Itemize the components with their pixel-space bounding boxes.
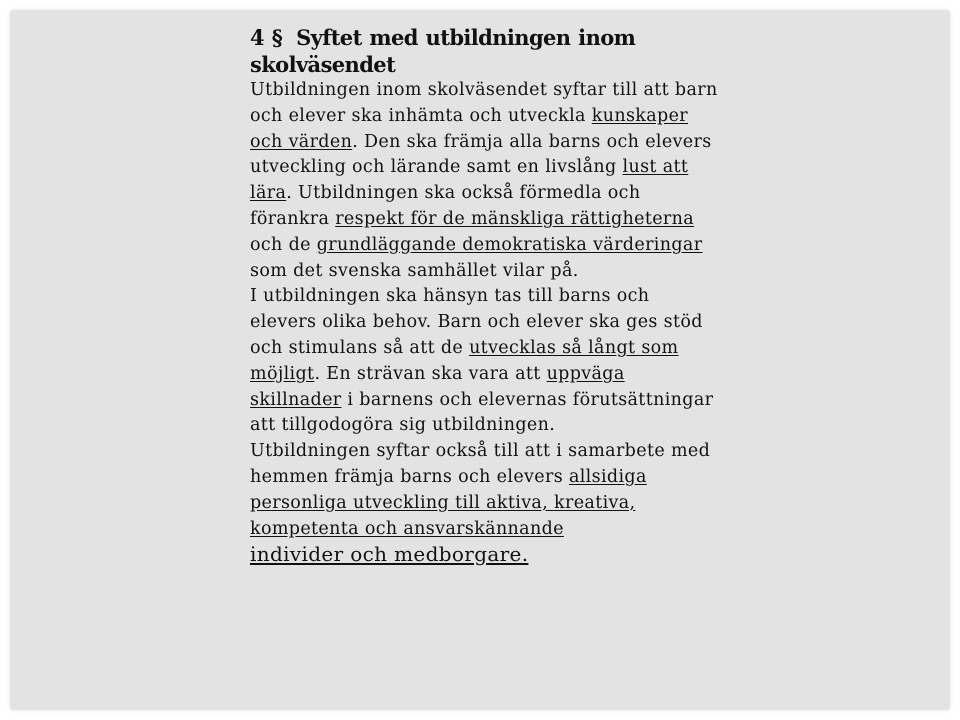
text-segment: Utbildningen inom skolväsendet syftar till att barn och elever ska inhämta och utveckla: [250, 80, 718, 126]
paragraph-needs: [250, 284, 720, 439]
paragraph-cooperation: [250, 439, 720, 570]
section-heading: [250, 24, 720, 78]
text-segment: I utbildningen ska hänsyn tas till barns och elevers olika behov. Barn och elever ska ges stöd och stimulans så att de: [250, 286, 703, 358]
text-segment: som det svenska samhället vilar på.: [250, 260, 579, 281]
section-title: Syftet med utbildningen inom skolväsendet: [250, 25, 636, 77]
text-segment: . Utbildningen ska också förmedla och förankra: [250, 183, 641, 229]
underlined-term-final: individer och medborgare.: [250, 542, 529, 567]
underlined-term: allsidiga personliga utveckling till aktiva, kreativa, kompetenta och ansvarskännande: [250, 466, 647, 539]
paragraph-purpose: [250, 78, 720, 284]
text-segment: i barnens och elevernas förutsättningar att tillgodogöra sig utbildningen.: [250, 389, 714, 436]
slide-content: [250, 24, 720, 570]
text-segment: . En strävan ska vara att: [314, 363, 547, 384]
underlined-term: uppväga skillnader: [250, 363, 625, 410]
underlined-term: grundläggande demokratiska värderingar: [316, 234, 703, 255]
underlined-term: kunskaper och värden: [250, 105, 688, 152]
underlined-term: respekt för de mänskliga rättigheterna: [335, 208, 695, 229]
section-number: 4 §: [250, 25, 283, 50]
slide: [10, 10, 950, 710]
text-segment: och de: [250, 234, 317, 255]
text-segment: . Den ska främja alla barns och elevers utveckling och lärande samt en livslång: [250, 131, 712, 178]
text-segment: Utbildningen syftar också till att i samarbete med hemmen främja barns och elevers: [250, 441, 711, 487]
underlined-term: lust att lära: [250, 157, 689, 204]
underlined-term: utvecklas så långt som möjligt: [250, 337, 679, 384]
